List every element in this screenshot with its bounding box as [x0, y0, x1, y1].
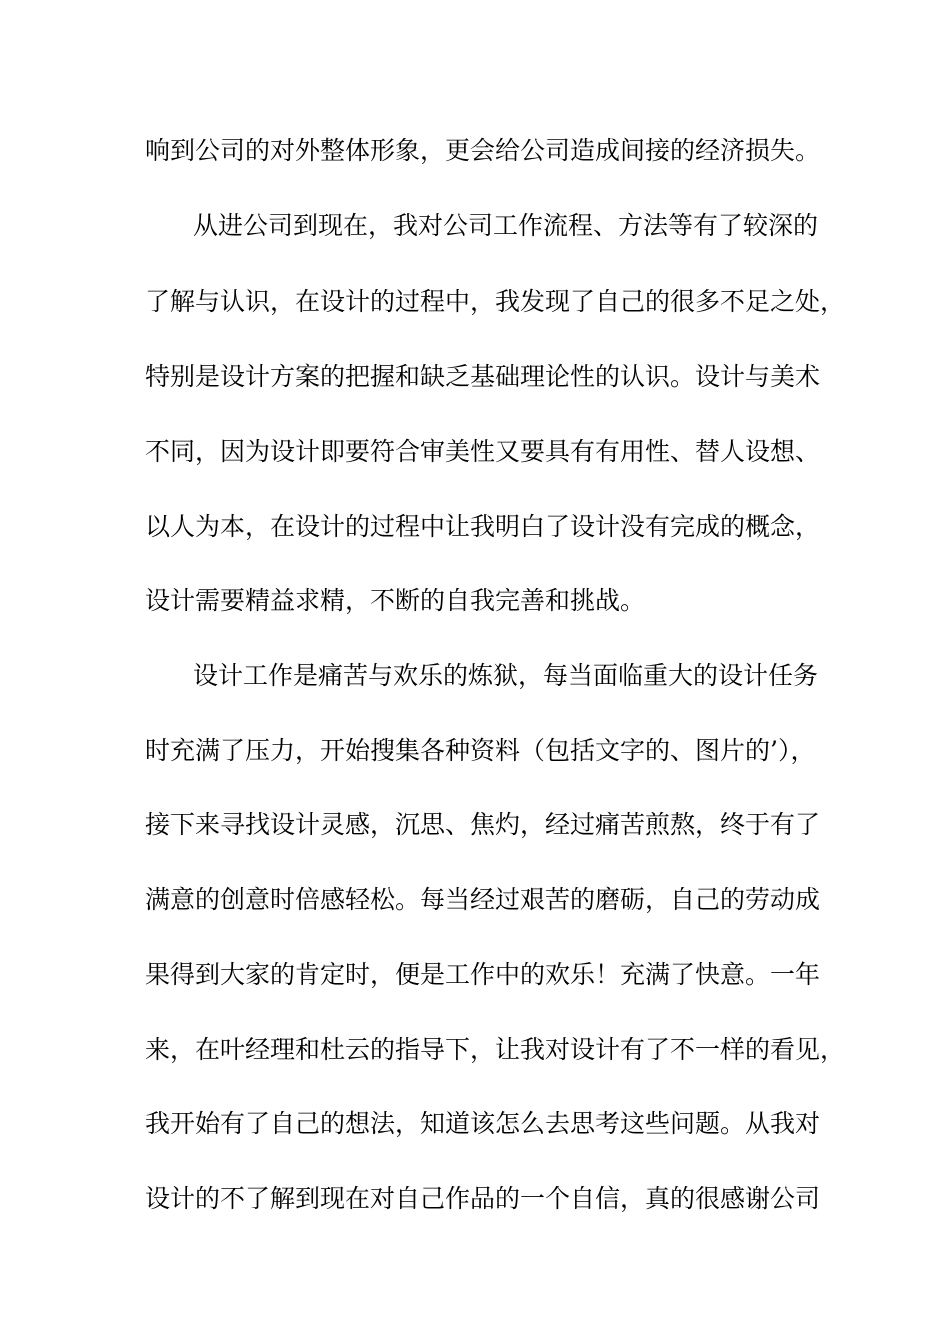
text-line-6: 以人为本，在设计的过程中让我明白了设计没有完成的概念， [145, 512, 821, 541]
text-line-4: 特别是设计方案的把握和缺乏基础理论性的认识。设计与美术 [145, 362, 821, 391]
text-line-12: 果得到大家的肯定时，便是工作中的欢乐！充满了快意。一年 [145, 960, 821, 989]
text-line-2: 从进公司到现在，我对公司工作流程、方法等有了较深的 [193, 211, 819, 240]
text-line-9: 时充满了压力，开始搜集各种资料（包括文字的、图片的’）， [145, 736, 816, 765]
text-line-15: 设计的不了解到现在对自己作品的一个自信，真的很感谢公司 [145, 1184, 821, 1213]
text-line-10: 接下来寻找设计灵感，沉思、焦灼，经过痛苦煎熬，终于有了 [145, 810, 821, 839]
text-line-14: 我开始有了自己的想法，知道该怎么去思考这些问题。从我对 [145, 1109, 821, 1138]
text-line-11: 满意的创意时倍感轻松。每当经过艰苦的磨砺，自己的劳动成 [145, 885, 821, 914]
text-line-3: 了解与认识，在设计的过程中，我发现了自己的很多不足之处， [145, 287, 846, 316]
text-line-7: 设计需要精益求精，不断的自我完善和挑战。 [145, 586, 646, 615]
text-line-8: 设计工作是痛苦与欢乐的炼狱，每当面临重大的设计任务 [193, 661, 819, 690]
text-line-1: 响到公司的对外整体形象，更会给公司造成间接的经济损失。 [145, 136, 821, 165]
text-line-5: 不同，因为设计即要符合审美性又要具有有用性、替人设想、 [145, 437, 821, 466]
text-line-13: 来，在叶经理和杜云的指导下，让我对设计有了不一样的看见， [145, 1035, 846, 1064]
